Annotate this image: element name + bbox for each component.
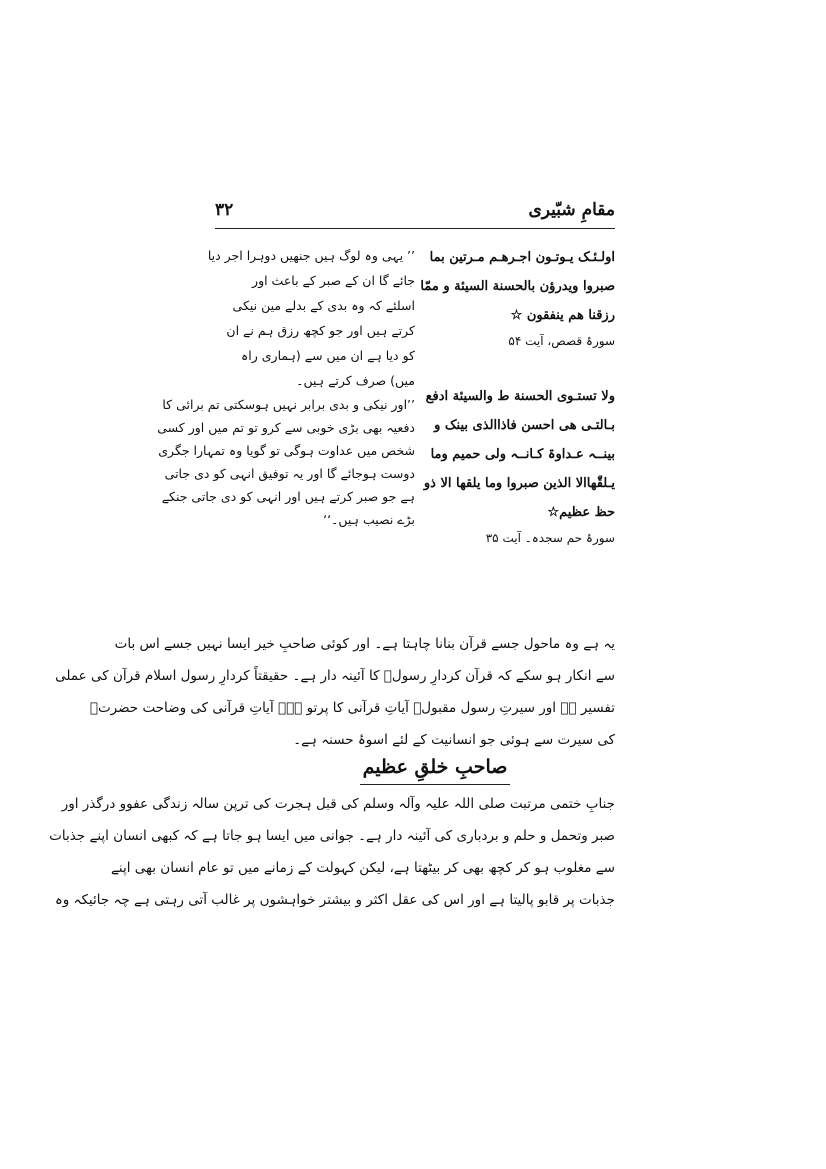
paragraph-line: کی سیرت سے ہوئی جو انسانیت کے لئے اسوۂ حسنہ ہے۔ [293, 732, 615, 748]
verse-line: بـالتـی هی احسن فاذاالذی بینک و [434, 418, 615, 433]
body-paragraph [55, 628, 615, 756]
verse-reference: سورۂ قصص، آیت ۵۴ [508, 334, 615, 348]
verse-reference: سورۂ حم سجدہ۔ آیت ۳۵ [485, 531, 615, 545]
translation-line: دوست ہوجائے گا اور یہ توفیق انہی کو دی جاتی [164, 466, 415, 481]
page-header [215, 200, 615, 224]
arabic-verses-column [420, 243, 615, 549]
page-number: ۳۲ [215, 200, 234, 220]
translation-block [157, 393, 415, 531]
translation-column [157, 243, 415, 531]
verse-line: حظ عظیم☆ [547, 505, 615, 520]
translation-block [207, 243, 415, 393]
body-paragraph [49, 788, 615, 916]
translation-line: ’’اور نیکی و بدی برابر نہیں ہوسکتی تم برائی کا [162, 397, 415, 412]
paragraph-line: تفسیر ہے اور سیرتِ رسول مقبولؐ آیاتِ قرآنی کا پرتو ہے۔ آیاتِ قرآنی کی وضاحت حضرتؐ [89, 700, 615, 716]
translation-line: ہے جو صبر کرتے ہیں اور انہی کو دی جاتی جنکے [161, 489, 415, 504]
translation-line: بڑے نصیب ہیں۔‘‘ [323, 512, 415, 527]
translation-line: دفعیہ بھی بڑی خوبی سے کرو تو تم میں اور کسی [157, 420, 415, 435]
section-heading-block [360, 752, 510, 786]
paragraph-line: یہ ہے وہ ماحول جسے قرآن بنانا چاہتا ہے۔ اور کوئی صاحبِ خیر ایسا نہیں جسے اس بات [114, 636, 615, 652]
translation-line: کرتے ہیں اور جو کچھ رزق ہم نے ان [226, 323, 415, 338]
paragraph-line: جذبات پر قابو پالیتا ہے اور اس کی عقل اکثر و بیشتر خواہشوں پر غالب آتی رہتی ہے چہ جائیکہ وہ [54, 892, 615, 908]
verse-line: ولا تستـوی الحسنة ط والسیئة ادفع [425, 389, 615, 404]
verse-line: رزقنا هم ینفقون ☆ [510, 308, 615, 323]
translation-line: اسلئے کہ وہ بدی کے بدلے مین نیکی [232, 298, 415, 313]
verse-line: اولـئـک یـوتـون اجـرهـم مـرتین بما [429, 250, 615, 265]
header-divider [215, 228, 615, 229]
translation-line: شخص میں عداوت ہوگی تو گویا وہ تمہارا جگری [158, 443, 415, 458]
section-heading: صاحبِ خلقِ عظیم [362, 756, 508, 778]
paragraph-line: صبر وتحمل و حلم و بردباری کی آئینہ دار ہے۔ جوانی میں ایسا ہو جاتا ہے کہ کبھی انسان اپنے جذبات [49, 828, 615, 844]
verse-line: صبروا ویدرؤن بالحسنة السیئة و ممّا [420, 279, 615, 294]
heading-underline [360, 784, 510, 785]
verse-gap [432, 352, 615, 382]
translation-line: ’’ یہی وہ لوگ ہیں جنھیں دوہرا اجر دیا [207, 248, 415, 263]
verse-line: بینــہ عـداوۃ کـانــہ ولی حمیم وما [430, 447, 615, 462]
translation-line: میں) صرف کرتے ہیں۔ [296, 373, 415, 388]
paragraph-line: سے مغلوب ہو کر کچھ بھی کر بیٹھتا ہے، لیکن کہولت کے زمانے میں تو عام انسان بھی اپنے [110, 860, 615, 876]
translation-line: کو دیا ہے ان میں سے (ہماری راہ [240, 348, 415, 363]
verse-line: یـلقّٰهاالا الذین صبروا وما یلقها الا ذو [423, 476, 615, 491]
paragraph-line: جنابِ ختمی مرتبت صلی اللہ علیہ وآلہ وسلم کی قبل ہجرت کی ترپن سالہ زندگی عفوو درگذر اور [61, 796, 615, 812]
translation-line: جائے گا ان کے صبر کے باعث اور [252, 273, 415, 288]
paragraph-line: سے انکار ہو سکے کہ قرآن کردارِ رسولؐ کا آئینہ دار ہے۔ حقیقتاً کردارِ رسول اسلام قرآن کی عملی [55, 668, 615, 684]
running-title: مقامِ شبّیری [528, 200, 615, 220]
